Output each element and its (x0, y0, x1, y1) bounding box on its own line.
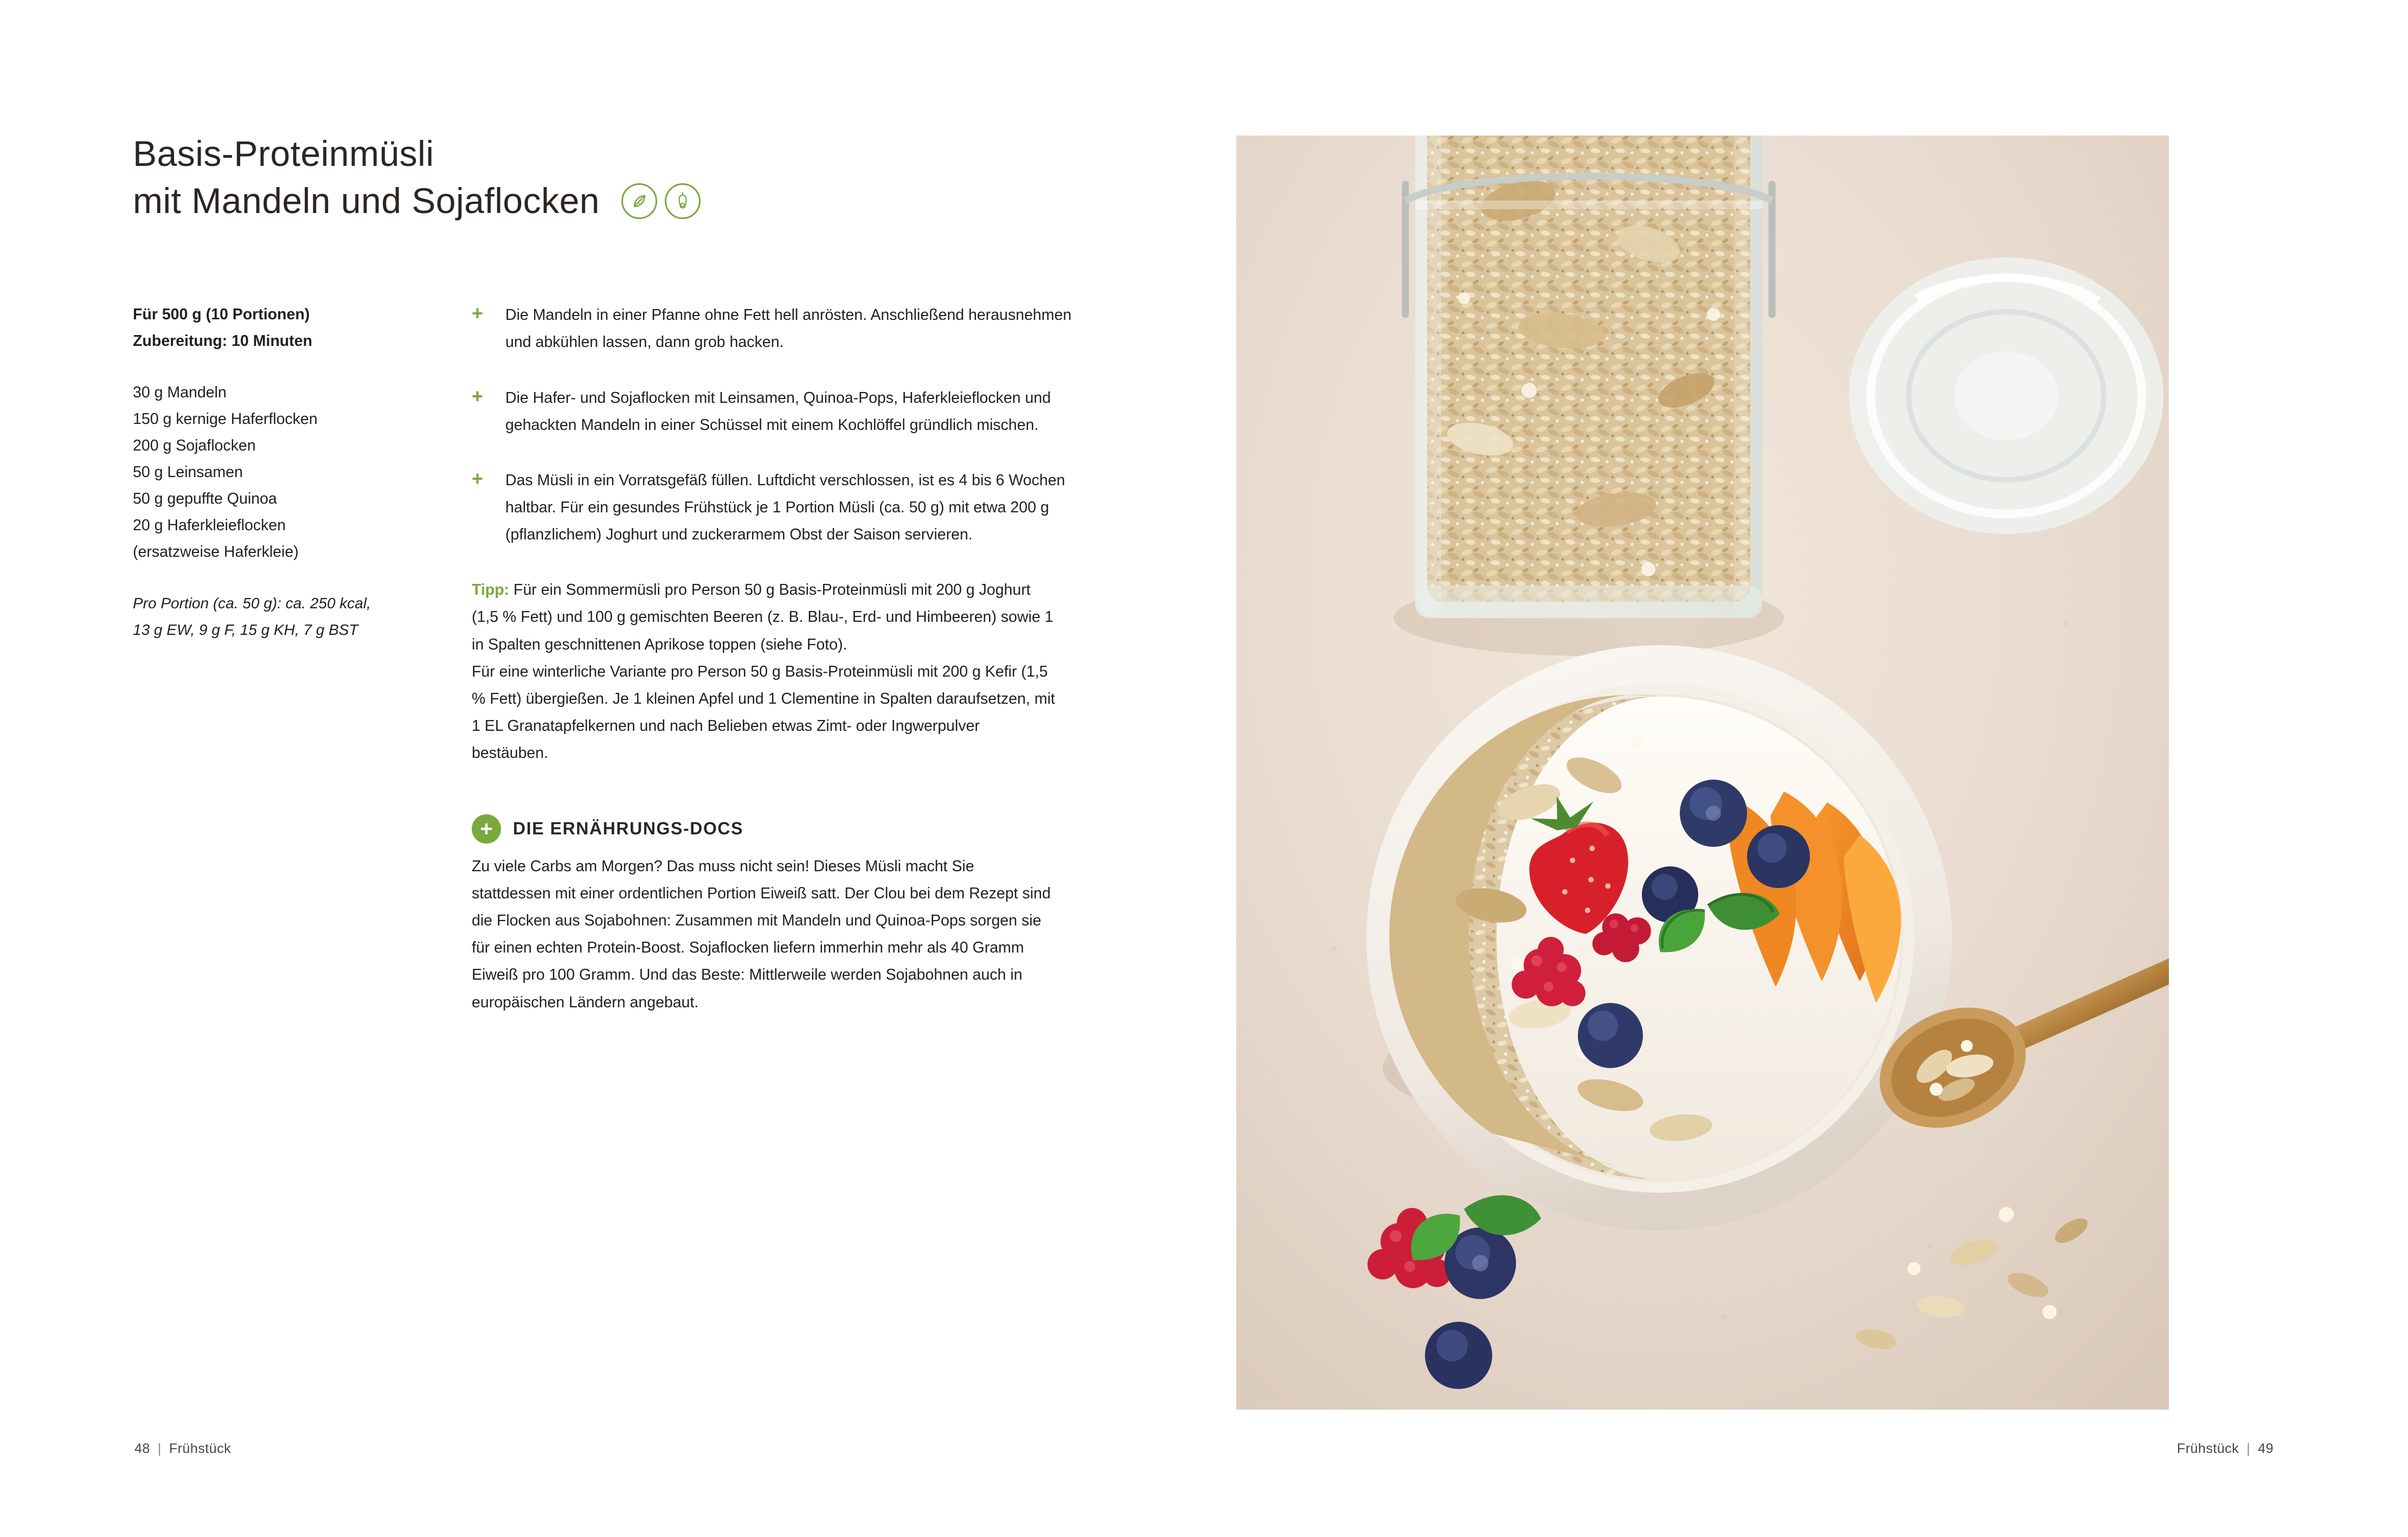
section-name: Frühstück (2176, 1441, 2239, 1456)
preparation-step (472, 301, 1084, 356)
prep-time-line: Zubereitung: 10 Minuten (133, 332, 312, 350)
tip-text-summer: Für ein Sommermüsli pro Person 50 g Basis-Proteinmüsli mit 200 g Joghurt (1,5 % Fett) und 100 g gemischten Beeren (z. B. Blau-, Erd- und Himbeeren) sowie 1 in Spalten geschnittenen Aprikose toppen (siehe Foto). (472, 581, 1054, 653)
preparation-column (472, 301, 1084, 1015)
plus-circle-icon: + (472, 814, 501, 844)
plus-icon: + (472, 384, 484, 407)
vegetarian-icon (621, 183, 657, 219)
nutrition-info (133, 590, 436, 642)
docs-title: DIE ERNÄHRUNGS-DOCS (513, 819, 744, 839)
page-title (133, 130, 946, 224)
step-text: Die Hafer- und Sojaflocken mit Leinsamen, Quinoa-Pops, Haferkleieflocken und gehackten Mandeln in einer Schüssel mit einem Kochlöffel gründlich mischen. (505, 389, 1051, 434)
ingredient-list (133, 380, 472, 565)
list-item: 50 g gepuffte Quinoa (133, 490, 277, 508)
plus-icon: + (472, 302, 484, 325)
ernaehrungs-docs-box (472, 813, 1057, 1015)
page-number: 48 (134, 1441, 150, 1456)
tip-label: Tipp: (472, 581, 510, 599)
preparation-step (472, 467, 1084, 548)
prep-time-icon (665, 183, 701, 219)
list-item: 30 g Mandeln (133, 384, 227, 402)
tip-text-winter: Für eine winterliche Variante pro Person 50 g Basis-Proteinmüsli mit 200 g Kefir (1,5 % Fett) übergießen. Je 1 kleinen Apfel und 1 Clementine in Spalten daraufsetzen, mit 1 EL Granatapfelkernen und nach Belieben etwas Zimt- oder Ingwerpulver bestäuben. (472, 663, 1055, 762)
ingredients-column (133, 301, 472, 1015)
list-item: (ersatzweise Haferkleie) (133, 543, 299, 561)
preparation-step (472, 384, 1084, 439)
recipe-columns (133, 301, 1204, 1015)
footer-left (134, 1441, 231, 1457)
nutrition-line-2: 13 g EW, 9 g F, 15 g KH, 7 g BST (133, 621, 358, 638)
tip-block (472, 576, 1057, 767)
recipe-title-line-2: mit Mandeln und Sojaflocken (133, 181, 600, 221)
list-item: 200 g Sojaflocken (133, 437, 256, 455)
recipe-title-line-1: Basis-Proteinmüsli (133, 133, 434, 173)
list-item: 20 g Haferkleieflocken (133, 517, 286, 535)
page-number: 49 (2258, 1441, 2274, 1456)
recipe-badges (621, 183, 701, 219)
footer-separator: | (157, 1441, 162, 1456)
footer-right (2177, 1441, 2274, 1457)
plus-icon: + (472, 467, 484, 490)
muesli-bowl-photo (1236, 136, 2169, 1410)
step-text: Die Mandeln in einer Pfanne ohne Fett hell anrösten. Anschließend herausnehmen und abkühlen lassen, dann grob hacken. (505, 306, 1072, 351)
docs-text: Zu viele Carbs am Morgen? Das muss nicht sein! Dieses Müsli macht Sie stattdessen mit einer ordentlichen Portion Eiweiß satt. Der Clou bei dem Rezept sind die Flocken aus Sojabohnen: Zusammen mit Mandeln und Quinoa-Pops sorgen sie für einen echten Protein-Boost. Sojaflocken liefern immerhin mehr als 40 Gramm Eiweiß pro 100 Gramm. Und das Beste: Mittlerweile werden Sojabohnen auch in europäischen Ländern angebaut. (472, 857, 1051, 1011)
nutrition-line-1: Pro Portion (ca. 50 g): ca. 250 kcal, (133, 595, 371, 612)
footer-separator: | (2246, 1441, 2251, 1456)
yield-line: Für 500 g (10 Portionen) (133, 306, 310, 324)
right-page (1204, 0, 2408, 1537)
step-text: Das Müsli in ein Vorratsgefäß füllen. Luftdicht verschlossen, ist es 4 bis 6 Wochen haltbar. Für ein gesundes Frühstück je 1 Portion Müsli (ca. 50 g) mit etwa 200 g (pflanzlichem) Joghurt und zuckerarmem Obst der Saison servieren. (505, 471, 1065, 544)
list-item: 50 g Leinsamen (133, 464, 243, 481)
list-item: 150 g kernige Haferflocken (133, 410, 318, 428)
section-name: Frühstück (169, 1441, 232, 1456)
